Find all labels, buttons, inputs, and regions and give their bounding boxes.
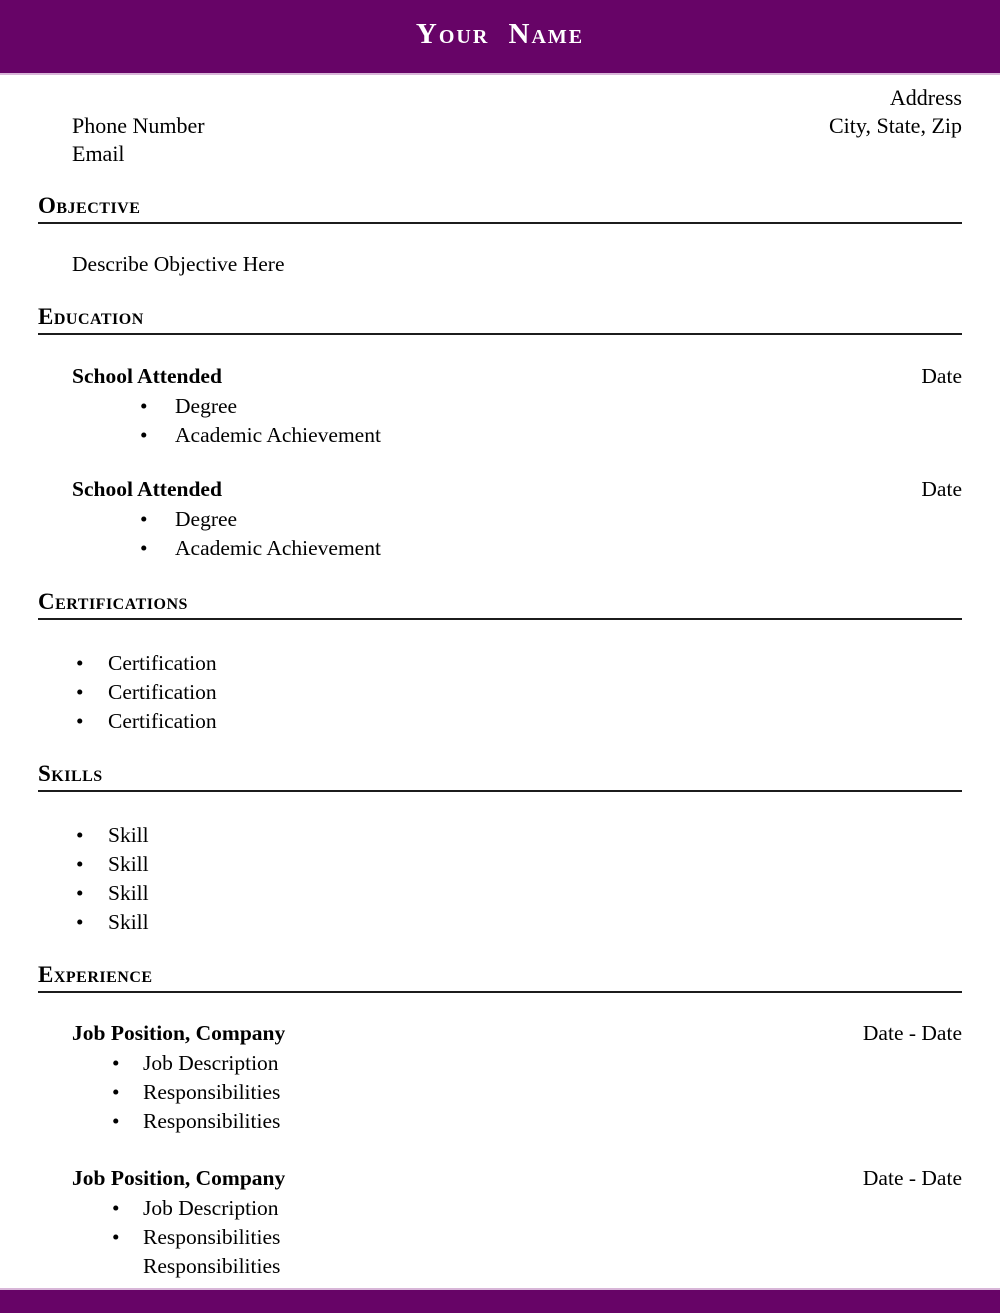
skill-text: Skill (108, 910, 149, 934)
skill-text: Skill (108, 823, 149, 847)
section-title-education: Education (38, 305, 962, 335)
bullet-icon: • (112, 1196, 120, 1220)
education-date: Date (921, 477, 962, 501)
education-date: Date (921, 364, 962, 388)
experience-entry-header (38, 1166, 962, 1190)
certification-text: Certification (108, 651, 217, 675)
bullet-icon: • (76, 823, 84, 847)
resume-body (38, 75, 962, 1281)
job-description-text: Job Description (143, 1196, 279, 1220)
list-item (38, 908, 962, 937)
education-entry-header (38, 364, 962, 388)
bullet-icon: • (112, 1080, 120, 1104)
list-item (38, 850, 962, 879)
contact-email: Email (72, 141, 125, 166)
certification-text: Certification (108, 680, 217, 704)
bullet-icon: • (140, 536, 148, 560)
education-entry-header (38, 477, 962, 501)
section-title-experience: Experience (38, 963, 962, 993)
education-entry (38, 477, 962, 563)
education-bullets (38, 392, 962, 450)
contact-row (38, 112, 962, 140)
responsibility-text: Responsibilities (143, 1109, 281, 1133)
section-title-certifications: Certifications (38, 590, 962, 620)
bullet-icon: • (112, 1051, 120, 1075)
list-item (38, 879, 962, 908)
footer-banner (0, 1288, 1000, 1313)
bullet-icon: • (140, 507, 148, 531)
list-item (38, 505, 962, 534)
certification-text: Certification (108, 709, 217, 733)
page-title: Your Name (415, 18, 585, 50)
bullet-icon: • (76, 852, 84, 876)
school-name: School Attended (72, 477, 222, 501)
header-banner (0, 0, 1000, 75)
job-position: Job Position, Company (72, 1021, 286, 1045)
list-item (38, 1049, 962, 1078)
degree-text: Degree (175, 394, 238, 418)
contact-address: Address (889, 85, 962, 110)
bullet-icon: • (76, 881, 84, 905)
bullet-icon: • (112, 1109, 120, 1133)
school-name: School Attended (72, 364, 222, 388)
achievement-text: Academic Achievement (175, 536, 381, 560)
achievement-text: Academic Achievement (175, 423, 381, 447)
contact-phone: Phone Number (72, 113, 205, 138)
list-item (38, 678, 962, 707)
job-position: Job Position, Company (72, 1166, 286, 1190)
objective-text: Describe Objective Here (72, 252, 285, 276)
education-entry (38, 364, 962, 450)
responsibility-text: Responsibilities (143, 1225, 281, 1249)
bullet-icon: • (140, 394, 148, 418)
responsibility-text: Responsibilities (143, 1080, 281, 1104)
list-item (38, 392, 962, 421)
job-date-range: Date - Date (862, 1021, 962, 1045)
experience-bullets (38, 1194, 962, 1281)
bullet-icon: • (112, 1225, 120, 1249)
section-title-skills: Skills (38, 762, 962, 792)
list-item (38, 1078, 962, 1107)
experience-bullets (38, 1049, 962, 1136)
education-bullets (38, 505, 962, 563)
bullet-icon: • (140, 423, 148, 447)
list-item (38, 649, 962, 678)
list-item (38, 707, 962, 736)
job-date-range: Date - Date (862, 1166, 962, 1190)
list-item (38, 421, 962, 450)
experience-entry-header (38, 1021, 962, 1045)
list-item (38, 1223, 962, 1252)
job-description-text: Job Description (143, 1051, 279, 1075)
list-item (38, 1107, 962, 1136)
certifications-list (38, 649, 962, 736)
bullet-icon: • (76, 680, 84, 704)
bullet-icon: • (76, 709, 84, 733)
list-item (38, 534, 962, 563)
contact-block (38, 75, 962, 168)
degree-text: Degree (175, 507, 238, 531)
experience-entry (38, 1166, 962, 1281)
skills-list (38, 821, 962, 937)
list-item (38, 821, 962, 850)
responsibility-text: Responsibilities (143, 1254, 281, 1278)
bullet-icon: • (76, 910, 84, 934)
bullet-icon: • (76, 651, 84, 675)
section-title-objective: Objective (38, 194, 962, 224)
list-item (38, 1194, 962, 1223)
skill-text: Skill (108, 881, 149, 905)
list-item (38, 1252, 962, 1281)
experience-entry (38, 1021, 962, 1136)
skill-text: Skill (108, 852, 149, 876)
contact-city-state-zip: City, State, Zip (828, 113, 962, 138)
